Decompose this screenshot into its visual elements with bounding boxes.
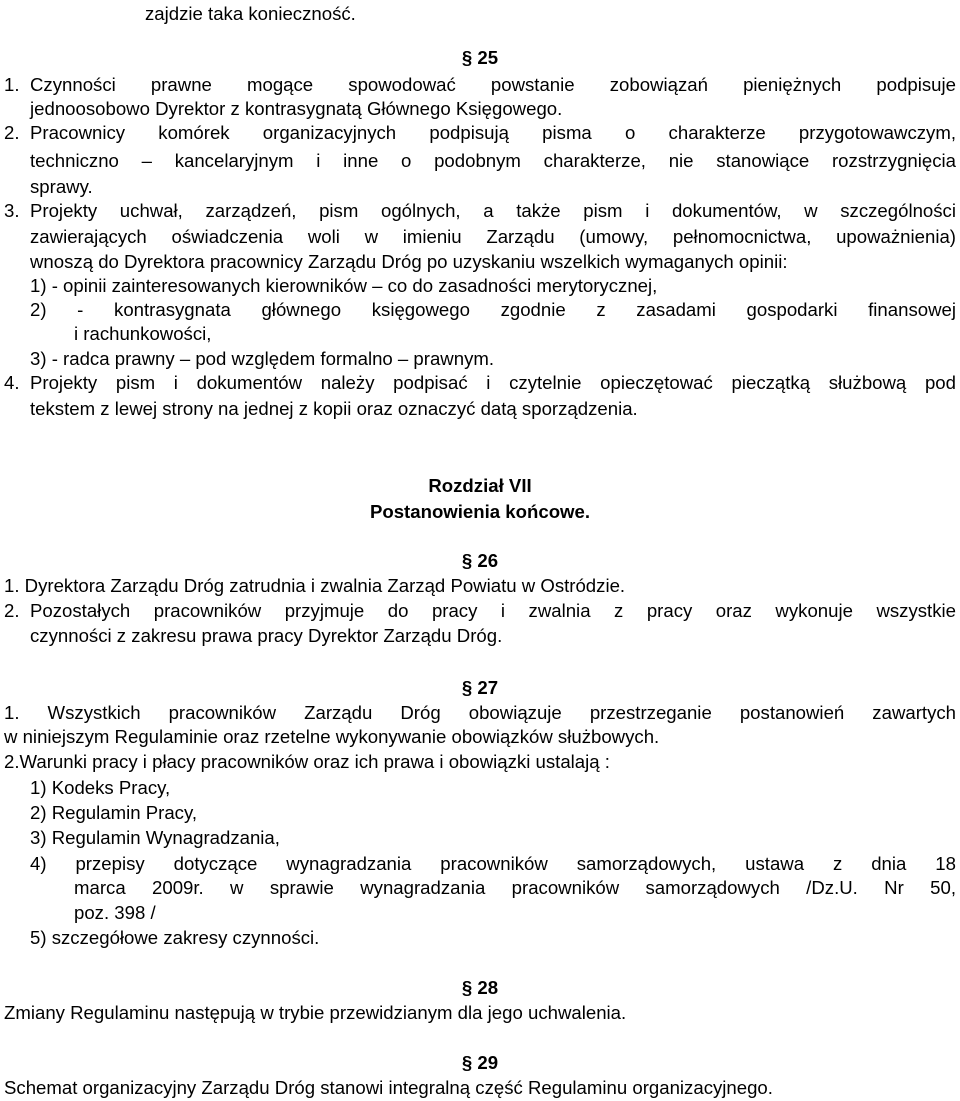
chapter-title: Rozdział VII [428, 475, 532, 496]
section-number: 27 [477, 677, 499, 698]
text-line: zajdzie taka konieczność. [145, 3, 356, 24]
chapter-subtitle: Postanowienia końcowe. [369, 501, 591, 522]
list-item: 1) Kodeks Pracy, [30, 777, 171, 798]
section-heading-25 [0, 46, 960, 70]
text-line: sprawy. [30, 176, 93, 197]
item-label: 3. [4, 200, 20, 221]
text-line: Pracownicy komórek organizacyjnych podpisują pisma o charakterze przygotowawczym, [30, 122, 956, 143]
paragraph-sign: § [461, 677, 473, 698]
text-line: 1. Wszystkich pracowników Zarządu Dróg obowiązuje przestrzeganie postanowień zawartych [4, 702, 956, 723]
text-line: i rachunkowości, [74, 323, 212, 344]
section-number: 26 [477, 550, 499, 571]
section-heading-29 [0, 1051, 960, 1075]
text-line: zawierających oświadczenia woli w imieniu Zarządu (umowy, pełnomocnictwa, upoważnienia) [30, 226, 956, 247]
paragraph-sign: § [461, 47, 473, 68]
section-heading-27 [0, 676, 960, 700]
paragraph-sign: § [461, 977, 473, 998]
text-line: Zmiany Regulaminu następują w trybie przewidzianym dla jego uchwalenia. [4, 1002, 627, 1023]
list-item: 2) - kontrasygnata głównego księgowego zgodnie z zasadami gospodarki finansowej [30, 299, 956, 320]
text-line: Czynności prawne mogące spowodować powstanie zobowiązań pieniężnych podpisuje [30, 74, 956, 95]
text-line: Pozostałych pracowników przyjmuje do pracy i zwalnia z pracy oraz wykonuje wszystkie [30, 600, 956, 621]
section-number: 25 [477, 47, 499, 68]
list-item: 4) przepisy dotyczące wynagradzania pracowników samorządowych, ustawa z dnia 18 [30, 853, 956, 874]
list-item: 2) Regulamin Pracy, [30, 802, 198, 823]
text-line: marca 2009r. w sprawie wynagradzania pracowników samorządowych /Dz.U. Nr 50, [74, 877, 956, 898]
section-number: 28 [477, 977, 499, 998]
section-number: 29 [477, 1052, 499, 1073]
text-line: tekstem z lewej strony na jednej z kopii oraz oznaczyć datą sporządzenia. [30, 398, 638, 419]
text-line: 1. Dyrektora Zarządu Dróg zatrudnia i zwalnia Zarząd Powiatu w Ostródzie. [4, 575, 626, 596]
text-line: w niniejszym Regulaminie oraz rzetelne wykonywanie obowiązków służbowych. [4, 726, 660, 747]
item-label: 2. [4, 122, 20, 143]
text-line: czynności z zakresu prawa pracy Dyrektor Zarządu Dróg. [30, 625, 503, 646]
text-line: wnoszą do Dyrektora pracownicy Zarządu Dróg po uzyskaniu wszelkich wymaganych opinii: [30, 251, 788, 272]
list-item: 3) - radca prawny – pod względem formalno – prawnym. [30, 348, 495, 369]
text-line: Projekty uchwał, zarządzeń, pism ogólnych, a także pism i dokumentów, w szczególności [30, 200, 956, 221]
list-item: 5) szczegółowe zakresy czynności. [30, 927, 320, 948]
paragraph-sign: § [461, 1052, 473, 1073]
item-label: 2. [4, 600, 20, 621]
section-heading-26 [0, 549, 960, 573]
text-line: jednoosobowo Dyrektor z kontrasygnatą Głównego Księgowego. [30, 98, 563, 119]
list-item: 3) Regulamin Wynagradzania, [30, 827, 280, 848]
paragraph-sign: § [461, 550, 473, 571]
text-line: Projekty pism i dokumentów należy podpisać i czytelnie opieczętować pieczątką służbową pod [30, 372, 956, 393]
item-label: 1. [4, 74, 20, 95]
text-line: techniczno – kancelaryjnym i inne o podobnym charakterze, nie stanowiące rozstrzygnięcia [30, 150, 956, 171]
section-heading-28 [0, 976, 960, 1000]
list-item: 1) - opinii zainteresowanych kierowników – co do zasadności merytorycznej, [30, 275, 658, 296]
item-label: 4. [4, 372, 20, 393]
text-line: Schemat organizacyjny Zarządu Dróg stanowi integralną część Regulaminu organizacyjnego. [4, 1077, 773, 1098]
text-line: 2.Warunki pracy i płacy pracowników oraz ich prawa i obowiązki ustalają : [4, 751, 610, 772]
text-line: poz. 398 / [74, 902, 156, 923]
